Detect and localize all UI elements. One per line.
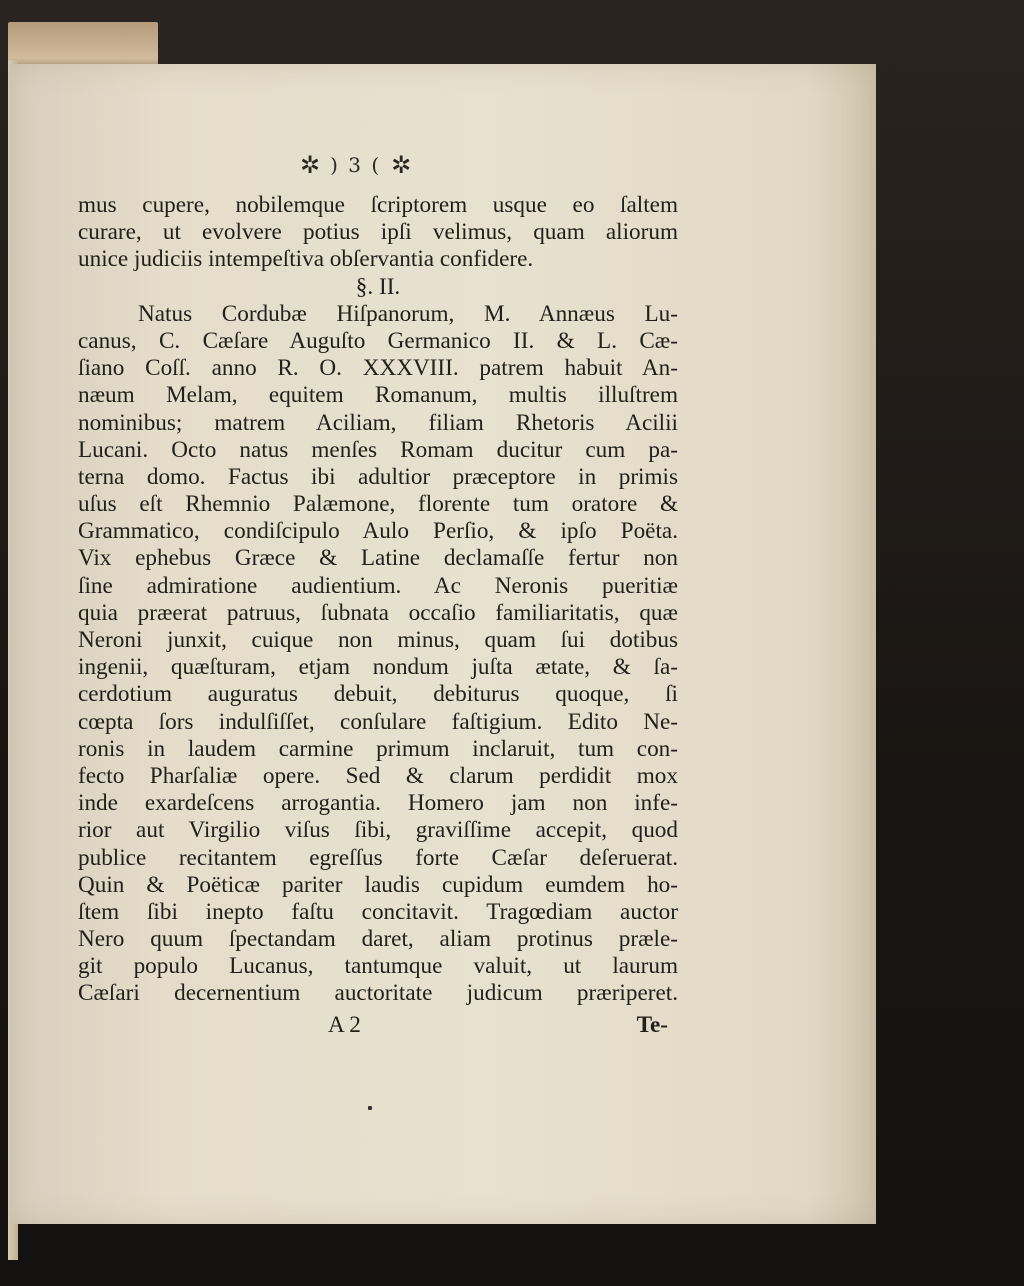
text-line: uſus eſt Rhemnio Palæmone, florente tum oratore & xyxy=(78,491,678,518)
text-line: ronis in laudem carmine primum inclaruit, tum con- xyxy=(78,735,678,762)
text-line: ſine admiratione audientium. Ac Neronis pueritiæ xyxy=(78,572,678,599)
text-line: Cæſari decernentium auctoritate judicum præriperet. xyxy=(78,980,678,1007)
ornament-left-icon: ✲ xyxy=(300,151,321,179)
text-line: Lucani. Octo natus menſes Romam ducitur cum pa- xyxy=(78,436,678,463)
body-text xyxy=(78,192,678,1008)
signature-mark: A 2 xyxy=(328,1012,361,1038)
text-line: curare, ut evolvere potius ipſi velimus, quam aliorum xyxy=(78,219,678,246)
text-line: fecto Pharſaliæ opere. Sed & clarum perdidit mox xyxy=(78,762,678,789)
text-line: Nero quum ſpectandam daret, aliam protinus præle- xyxy=(78,926,678,953)
text-line: Natus Cordubæ Hiſpanorum, M. Annæus Lu- xyxy=(138,300,678,327)
text-line: quia præerat patruus, ſubnata occaſio familiaritatis, quæ xyxy=(78,599,678,626)
text-line: ſtem ſibi inepto faſtu concitavit. Tragœdiam auctor xyxy=(78,898,678,925)
text-line: Quin & Poëticæ pariter laudis cupidum eumdem ho- xyxy=(78,871,678,898)
text-line: inde exardeſcens arrogantia. Homero jam non infe- xyxy=(78,790,678,817)
text-line: publice recitantem egreſſus forte Cæſar deſeruerat. xyxy=(78,844,678,871)
text-line: næum Melam, equitem Romanum, multis illuſtrem xyxy=(78,382,678,409)
text-line: canus, C. Cæſare Auguſto Germanico II. & L. Cæ- xyxy=(78,327,678,354)
ornament-right-icon: ✲ xyxy=(391,151,412,179)
text-line: git populo Lucanus, tantumque valuit, ut laurum xyxy=(78,953,678,980)
page-footer xyxy=(78,1012,668,1039)
text-line: nominibus; matrem Aciliam, filiam Rhetoris Acilii xyxy=(78,409,678,436)
text-line: cerdotium auguratus debuit, debiturus quoque, ſi xyxy=(78,681,678,708)
page-number: ) 3 ( xyxy=(330,153,382,177)
text-line: ſiano Coſſ. anno R. O. XXXVIII. patrem habuit An- xyxy=(78,355,678,382)
text-line: Neroni junxit, cuique non minus, quam ſui dotibus xyxy=(78,627,678,653)
section-heading: §. II. xyxy=(355,273,401,300)
text-line: Grammatico, condiſcipulo Aulo Perſio, & ipſo Poëta. xyxy=(78,518,678,545)
running-header xyxy=(300,145,500,185)
paper-speck xyxy=(368,1106,372,1110)
text-line: rior aut Virgilio viſus ſibi, graviſſime accepit, quod xyxy=(78,817,678,844)
text-line: mus cupere, nobilemque ſcriptorem usque eo ſaltem xyxy=(78,192,678,218)
text-line: ingenii, quæſturam, etjam nondum juſta ætate, & ſa- xyxy=(78,654,678,681)
text-line: cœpta ſors indulſiſſet, conſulare faſtigium. Edito Ne- xyxy=(78,708,678,735)
catchword: Te- xyxy=(636,1012,668,1038)
text-line: Vix ephebus Græce & Latine declamaſſe fertur non xyxy=(78,545,678,572)
text-line: unice judiciis intempeſtiva obſervantia confidere. xyxy=(78,246,534,273)
text-line: terna domo. Factus ibi adultior præceptore in primis xyxy=(78,463,678,490)
